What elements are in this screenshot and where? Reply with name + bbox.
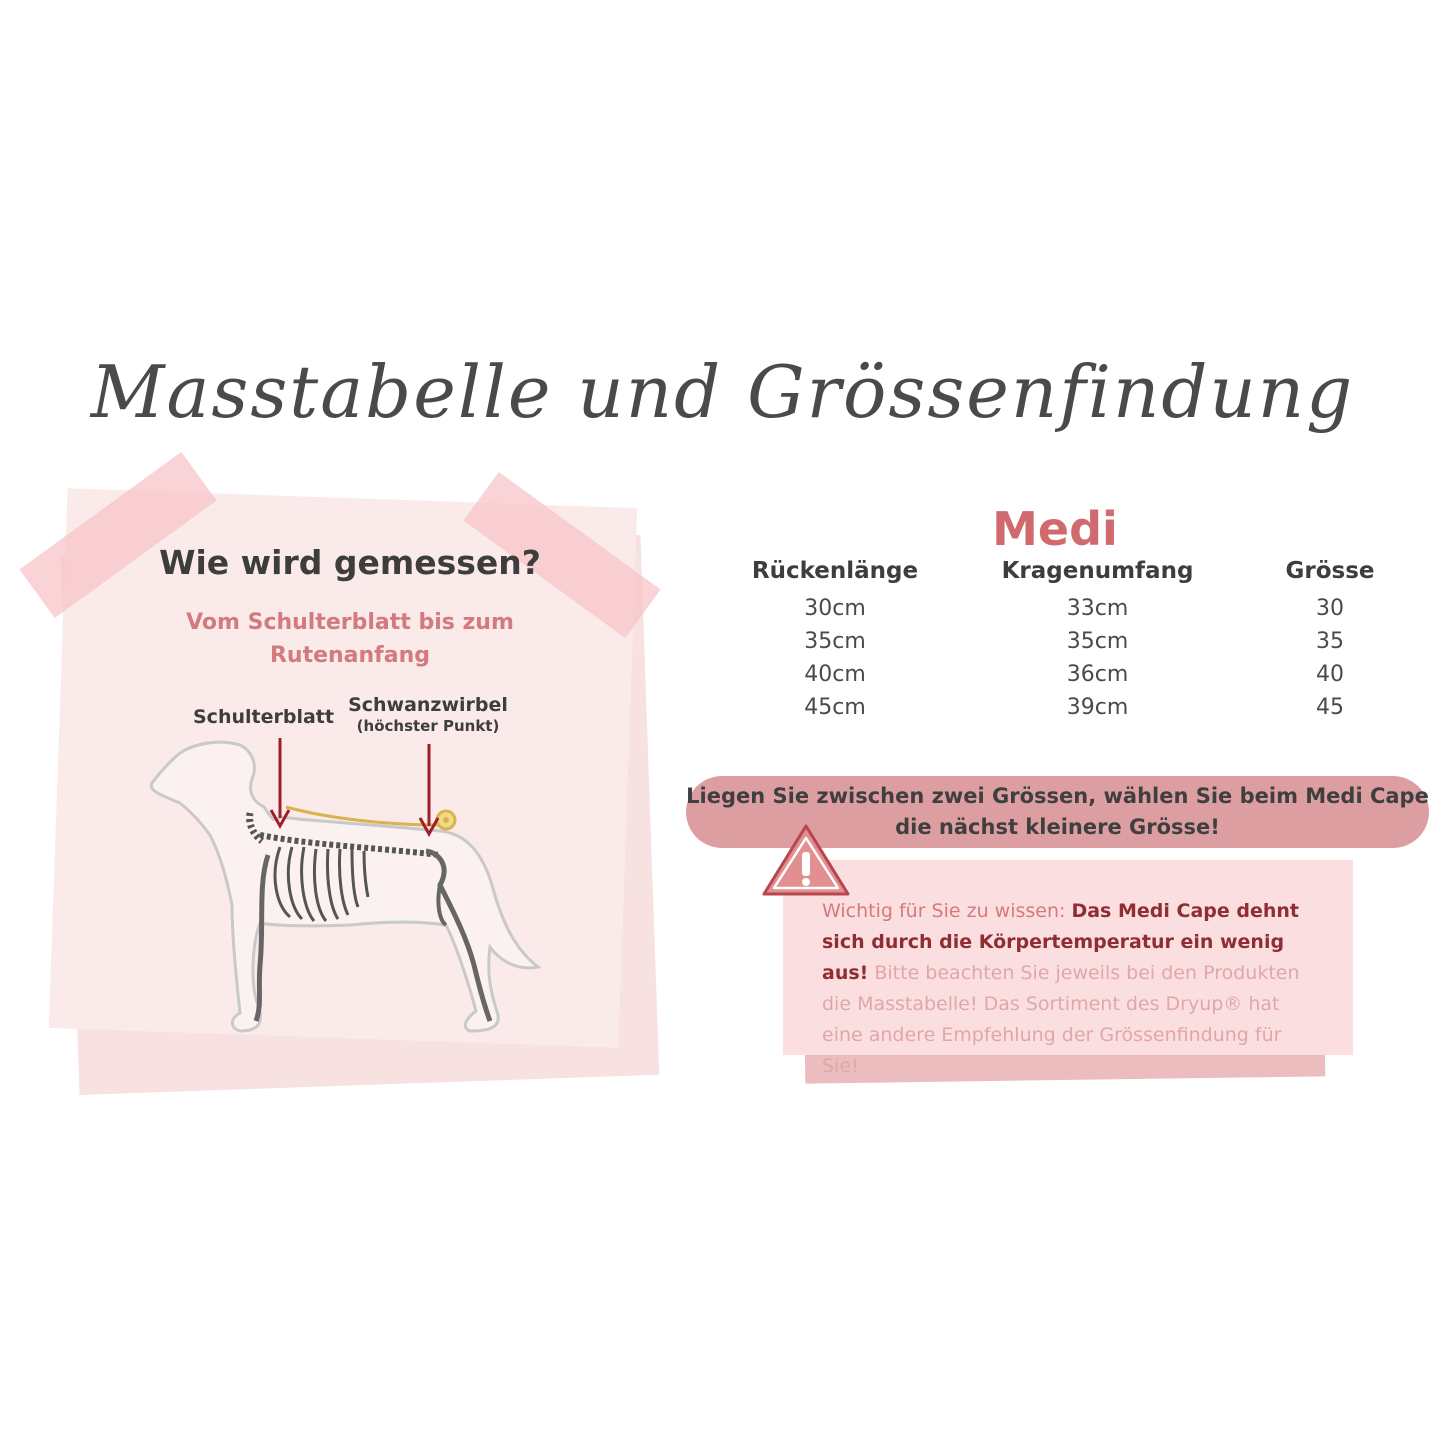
table-cell: 35cm: [804, 629, 866, 654]
table-cell: 33cm: [1066, 596, 1129, 621]
table-cell: 36cm: [1066, 662, 1129, 687]
column-header: Kragenumfang: [1001, 558, 1194, 584]
table-cell: 40cm: [804, 662, 866, 687]
note-heading: Wie wird gemessen?: [159, 543, 541, 582]
warning-text: [822, 896, 1322, 1082]
page-title: Masstabelle und Grössenfindung: [90, 350, 1355, 434]
label-tail: Schwanzwirbel: [348, 694, 508, 716]
label-shoulder: Schulterblatt: [193, 706, 334, 728]
table-cell: 45cm: [804, 695, 866, 720]
table-name: Medi: [992, 502, 1118, 556]
warning-icon: [760, 822, 852, 898]
arrow-down-icon: [268, 738, 292, 830]
arrow-down-icon: [417, 744, 441, 838]
note-subtitle: Vom Schulterblatt bis zum Rutenanfang: [186, 610, 514, 668]
warning-body: Bitte beachten Sie jeweils bei den Produkten die Masstabelle! Das Sortiment des Dryup® hat eine andere Empfehlung der Grössenfindung für Sie!: [822, 962, 1300, 1077]
warning-lead: Wichtig für Sie zu wissen:: [822, 900, 1072, 922]
dog-skeleton-illustration: [140, 735, 560, 1045]
tip-text: Liegen Sie zwischen zwei Grössen, wählen Sie beim Medi Cape die nächst kleinere Grösse!: [686, 784, 1429, 839]
label-tail-note: (höchster Punkt): [356, 717, 500, 735]
column-header: Rückenlänge: [751, 558, 919, 584]
table-cell: 45: [1316, 695, 1344, 720]
warning-emphasis: Das Medi Cape dehnt sich durch die Körpertemperatur ein wenig aus!: [822, 900, 1299, 984]
column-header: Grösse: [1285, 558, 1375, 584]
table-cell: 35: [1316, 629, 1344, 654]
table-cell: 35cm: [1066, 629, 1129, 654]
table-cell: 30cm: [804, 596, 866, 621]
table-cell: 40: [1316, 662, 1344, 687]
table-cell: 30: [1316, 596, 1344, 621]
table-cell: 39cm: [1066, 695, 1129, 720]
